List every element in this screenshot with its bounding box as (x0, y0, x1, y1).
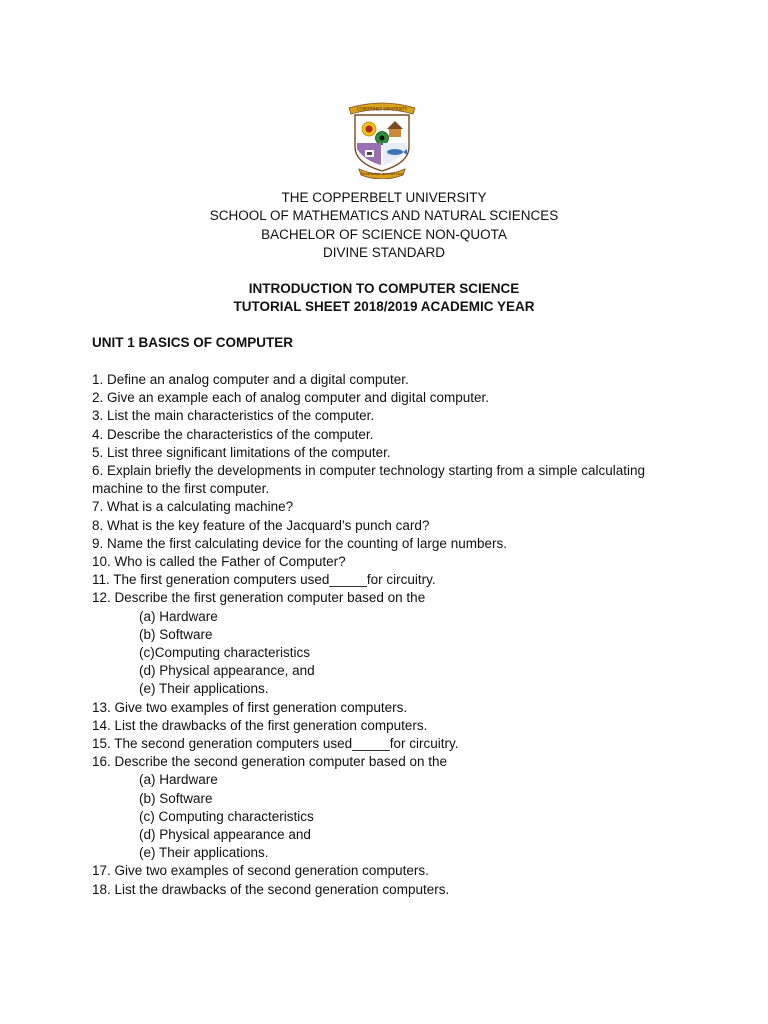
question-11: 11. The first generation computers used_____for circuitry. (92, 572, 436, 588)
question-16-sub-d: (d) Physical appearance and (139, 827, 311, 843)
question-list (92, 371, 692, 899)
course-subtitle: TUTORIAL SHEET 2018/2019 ACADEMIC YEAR (233, 299, 535, 315)
question-1: 1. Define an analog computer and a digital computer. (92, 372, 409, 387)
university-header (0, 189, 768, 263)
question-7: 7. What is a calculating machine? (92, 499, 294, 515)
course-title: INTRODUCTION TO COMPUTER SCIENCE (248, 281, 520, 296)
question-12-sub-e: (e) Their applications. (139, 681, 269, 697)
question-5: 5. List three significant limitations of the computer. (92, 444, 391, 460)
question-12-sub-c: (c)Computing characteristics (139, 645, 311, 661)
question-16-sub-e: (e) Their applications. (139, 845, 269, 861)
question-16-sub-c: (c) Computing characteristics (139, 808, 314, 824)
question-18: 18. List the drawbacks of the second generation computers. (92, 881, 450, 897)
question-10: 10. Who is called the Father of Computer? (92, 554, 346, 570)
question-14: 14. List the drawbacks of the first generation computers. (92, 717, 428, 733)
question-12-sub-a: (a) Hardware (139, 608, 218, 624)
question-16-sub-b: (b) Software (139, 790, 213, 806)
question-12-sub-b: (b) Software (139, 626, 213, 642)
svg-text:Knowledge and Service: Knowledge and Service (360, 172, 404, 176)
university-name: THE COPPERBELT UNIVERSITY (281, 190, 487, 205)
question-17: 17. Give two examples of second generation computers. (92, 863, 429, 879)
question-3: 3. List the main characteristics of the computer. (92, 408, 375, 424)
question-8: 8. What is the key feature of the Jacquard’s punch card? (92, 517, 430, 533)
program-name: BACHELOR OF SCIENCE NON-QUOTA (261, 226, 507, 242)
course-header (0, 280, 768, 317)
question-2: 2. Give an example each of analog computer and digital computer. (92, 390, 489, 406)
school-name: SCHOOL OF MATHEMATICS AND NATURAL SCIENCES (209, 208, 559, 224)
question-4: 4. Describe the characteristics of the computer. (92, 426, 374, 442)
standard-label: DIVINE STANDARD (322, 245, 445, 261)
question-13: 13. Give two examples of first generation computers. (92, 699, 408, 715)
question-16: 16. Describe the second generation computer based on the (92, 754, 447, 770)
university-crest-logo (345, 99, 419, 179)
question-12: 12. Describe the first generation computer based on the (92, 590, 426, 606)
unit-title: UNIT 1 BASICS OF COMPUTER (92, 335, 294, 350)
question-12-sub-d: (d) Physical appearance, and (139, 663, 315, 679)
question-16-sub-a: (a) Hardware (139, 772, 218, 788)
svg-text:COPPERBELT UNIVERSITY: COPPERBELT UNIVERSITY (356, 106, 408, 112)
question-6: 6. Explain briefly the developments in computer technology starting from a simple calculating machine to the first computer. (92, 463, 646, 497)
question-9: 9. Name the first calculating device for the counting of large numbers. (92, 535, 507, 551)
question-15: 15. The second generation computers used_____for circuitry. (92, 736, 459, 752)
